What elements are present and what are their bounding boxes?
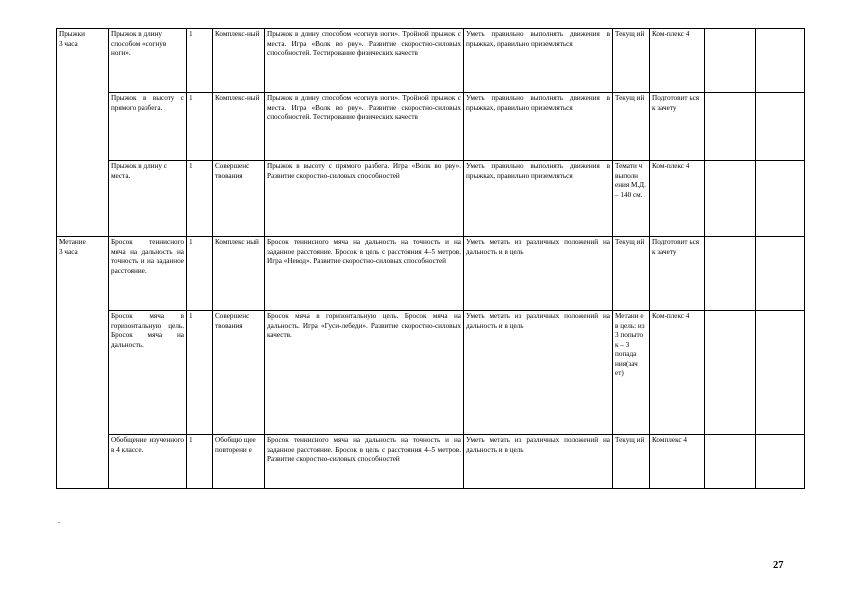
table-row xyxy=(57,237,805,311)
empty-cell xyxy=(756,435,805,489)
empty-cell xyxy=(756,237,805,311)
homework-cell: Ком-плекс 4 xyxy=(650,311,705,435)
hours-cell: 1 xyxy=(187,161,213,237)
requirements-cell: Уметь правильно выполнять движения в прыжках, правильно приземляться xyxy=(464,93,613,161)
hours-cell: 1 xyxy=(187,237,213,311)
content-cell: Бросок мяча в горизонтальную цель. Бросок мяча на дальность. Игра «Гуси-лебеди». Развитие скоростно-силовых качеств. xyxy=(265,311,464,435)
topic-cell: Обобщение изученного в 4 классе. xyxy=(109,435,187,489)
table-row xyxy=(57,29,805,93)
content-cell: Бросок теннисного мяча на дальность на точность и на заданное расстояние. Бросок в цель с расстояния 4–5 метров. Игра «Невод». Развитие скоростно-силовых способностей xyxy=(265,237,464,311)
table-row xyxy=(57,161,805,237)
table-row xyxy=(57,93,805,161)
content-cell: Прыжок в длину способом «согнув ноги». Тройной прыжок с места. Игра «Волк во рву». Развитие скоростно-силовых способностей. Тестирование физических качеств xyxy=(265,29,464,93)
requirements-cell: Уметь метать из различных положений на дальность и в цель xyxy=(464,237,613,311)
footnote-mark: . xyxy=(58,516,60,525)
control-cell: Метани е в цель: из 3 попыто к – 3 попада ния(зач ет) xyxy=(613,311,650,435)
lesson-type-cell: Комплекс-ный xyxy=(213,93,265,161)
content-cell: Прыжок в длину способом «согнув ноги». Тройной прыжок с места. Игра «Волк во рву». Развитие скоростно-силовых способностей. Тестирование физических качеств xyxy=(265,93,464,161)
lesson-type-cell: Обобщю щее повторени е xyxy=(213,435,265,489)
lesson-type-cell: Комплекс ный xyxy=(213,237,265,311)
hours-cell: 1 xyxy=(187,93,213,161)
control-cell: Текущ ий xyxy=(613,93,650,161)
homework-cell: Ком-плекс 4 xyxy=(650,29,705,93)
empty-cell xyxy=(756,93,805,161)
hours-cell: 1 xyxy=(187,435,213,489)
topic-cell: Прыжок в высоту с прямого разбега. xyxy=(109,93,187,161)
control-cell: Темати ч выполн ения М.Д. – 140 см. xyxy=(613,161,650,237)
requirements-cell: Уметь правильно выполнять движения в прыжках, правильно приземляться xyxy=(464,29,613,93)
content-cell: Прыжок в высоту с прямого разбега. Игра «Волк во рву». Развитие скоростно-силовых способностей xyxy=(265,161,464,237)
requirements-cell: Уметь правильно выполнять движения в прыжках, правильно приземляться xyxy=(464,161,613,237)
empty-cell xyxy=(756,29,805,93)
homework-cell: Подготовит ься к зачету xyxy=(650,237,705,311)
empty-cell xyxy=(705,237,756,311)
homework-cell: Ком-плекс 4 xyxy=(650,161,705,237)
homework-cell: Комплекс 4 xyxy=(650,435,705,489)
empty-cell xyxy=(756,161,805,237)
empty-cell xyxy=(705,311,756,435)
topic-cell: Бросок мяча в горизонтальную цель. Бросок мяча на дальность. xyxy=(109,311,187,435)
lesson-plan-table xyxy=(56,28,805,489)
topic-cell: Бросок теннисного мяча на дальность на точность и на заданное расстояние. xyxy=(109,237,187,311)
empty-cell xyxy=(705,435,756,489)
requirements-cell: Уметь метать из различных положений на дальность и в цель xyxy=(464,435,613,489)
section-cell: Метание 3 часа xyxy=(57,237,109,489)
hours-cell: 1 xyxy=(187,29,213,93)
hours-cell: 1 xyxy=(187,311,213,435)
content-cell: Бросок теннисного мяча на дальность на точность и на заданное расстояние. Бросок в цель с расстояния 4–5 метров. Развитие скоростно-силовых способностей xyxy=(265,435,464,489)
lesson-type-cell: Совершенс твования xyxy=(213,161,265,237)
topic-cell: Прыжок в длину способом «согнув ноги». xyxy=(109,29,187,93)
lesson-type-cell: Комплекс-ный xyxy=(213,29,265,93)
control-cell: Текущ ий xyxy=(613,29,650,93)
empty-cell xyxy=(705,161,756,237)
section-cell: Прыжки 3 часа xyxy=(57,29,109,237)
page-number: 27 xyxy=(773,560,784,571)
homework-cell: Подготовит ься к зачету xyxy=(650,93,705,161)
table-row xyxy=(57,435,805,489)
topic-cell: Прыжок в длину с места. xyxy=(109,161,187,237)
lesson-type-cell: Совершенс твования xyxy=(213,311,265,435)
empty-cell xyxy=(705,29,756,93)
requirements-cell: Уметь метать из различных положений на дальность и в цель xyxy=(464,311,613,435)
control-cell: Текущ ий xyxy=(613,237,650,311)
control-cell: Текущ ий xyxy=(613,435,650,489)
table-row xyxy=(57,311,805,435)
empty-cell xyxy=(705,93,756,161)
empty-cell xyxy=(756,311,805,435)
